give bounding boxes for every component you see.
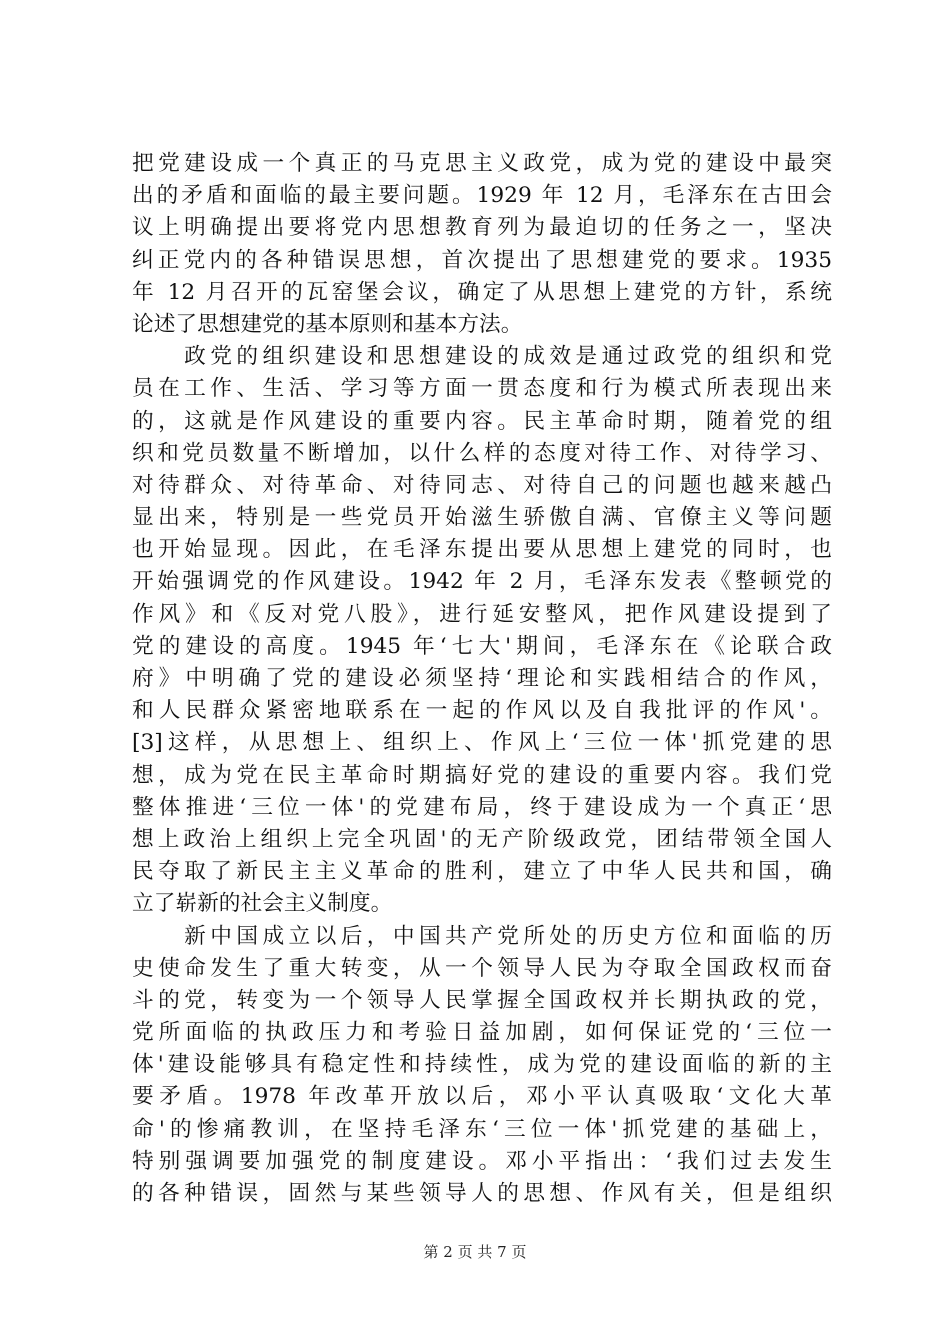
text-line: 对待群众、对待革命、对待同志、对待自己的问题也越来越凸 [132,472,832,498]
text-line: 也开始显现。因此，在毛泽东提出要从思想上建党的同时，也 [132,537,832,563]
text-line: 出的矛盾和面临的最主要问题。1929 年 12 月，毛泽东在古田会 [132,183,832,209]
text-line: 命'的惨痛教训，在坚持毛泽东‘三位一体'抓党建的基础上， [132,1116,832,1142]
text-line: 的，这就是作风建设的重要内容。民主革命时期，随着党的组 [132,408,832,434]
text-line: 织和党员数量不断增加，以什么样的态度对待工作、对待学习、 [132,440,832,466]
text-line: 想上政治上组织上完全巩固'的无产阶级政党，团结带领全国人 [132,826,832,852]
text-line: 显出来，特别是一些党员开始滋生骄傲自满、官僚主义等问题 [132,505,832,531]
text-line: 年 12 月召开的瓦窑堡会议，确定了从思想上建党的方针，系统 [132,279,832,305]
text-line: 体'建设能够具有稳定性和持续性，成为党的建设面临的新的主 [132,1052,832,1078]
text-line: 开始强调党的作风建设。1942 年 2 月，毛泽东发表《整顿党的 [132,569,832,595]
text-line: 特别强调要加强党的制度建设。邓小平指出：‘我们过去发生 [132,1148,832,1174]
text-line: 新中国成立以后，中国共产党所处的历史方位和面临的历 [132,923,832,949]
text-line: 论述了思想建党的基本原则和基本方法。 [132,311,523,337]
text-line: 史使命发生了重大转变，从一个领导人民为夺取全国政权而奋 [132,955,832,981]
text-line: 把党建设成一个真正的马克思主义政党，成为党的建设中最突 [132,151,832,176]
text-line: 党的建设的高度。1945 年‘七大'期间，毛泽东在《论联合政 [132,633,832,659]
text-line: 和人民群众紧密地联系在一起的作风以及自我批评的作风'。 [132,698,832,724]
text-line: [3]这样，从思想上、组织上、作风上‘三位一体'抓党建的思 [132,730,832,756]
text-line: 立了崭新的社会主义制度。 [132,891,393,917]
text-line: 府》中明确了党的建设必须坚持‘理论和实践相结合的作风， [132,666,832,691]
text-line: 作风》和《反对党八股》，进行延安整风，把作风建设提到了 [132,601,832,627]
text-line: 整体推进‘三位一体'的党建布局，终于建设成为一个真正‘思 [132,794,832,820]
text-line: 政党的组织建设和思想建设的成效是通过政党的组织和党 [132,344,832,370]
text-line: 的各种错误，固然与某些领导人的思想、作风有关，但是组织 [132,1181,832,1206]
text-line: 纠正党内的各种错误思想，首次提出了思想建党的要求。1935 [132,247,832,273]
text-line: 斗的党，转变为一个领导人民掌握全国政权并长期执政的党， [132,987,832,1013]
text-line: 想，成为党在民主革命时期搞好党的建设的重要内容。我们党 [132,762,832,788]
page-footer [0,1242,950,1262]
page-number-label: 第 2 页 共 7 页 [423,1243,527,1261]
text-line: 议上明确提出要将党内思想教育列为最迫切的任务之一，坚决 [132,215,832,241]
body-text [132,148,832,1210]
text-line: 员在工作、生活、学习等方面一贯态度和行为模式所表现出来 [132,376,832,402]
text-line: 民夺取了新民主主义革命的胜利，建立了中华人民共和国，确 [132,859,832,885]
text-line: 要矛盾。1978 年改革开放以后，邓小平认真吸取‘文化大革 [132,1084,832,1110]
text-line: 党所面临的执政压力和考验日益加剧，如何保证党的‘三位一 [132,1020,832,1046]
